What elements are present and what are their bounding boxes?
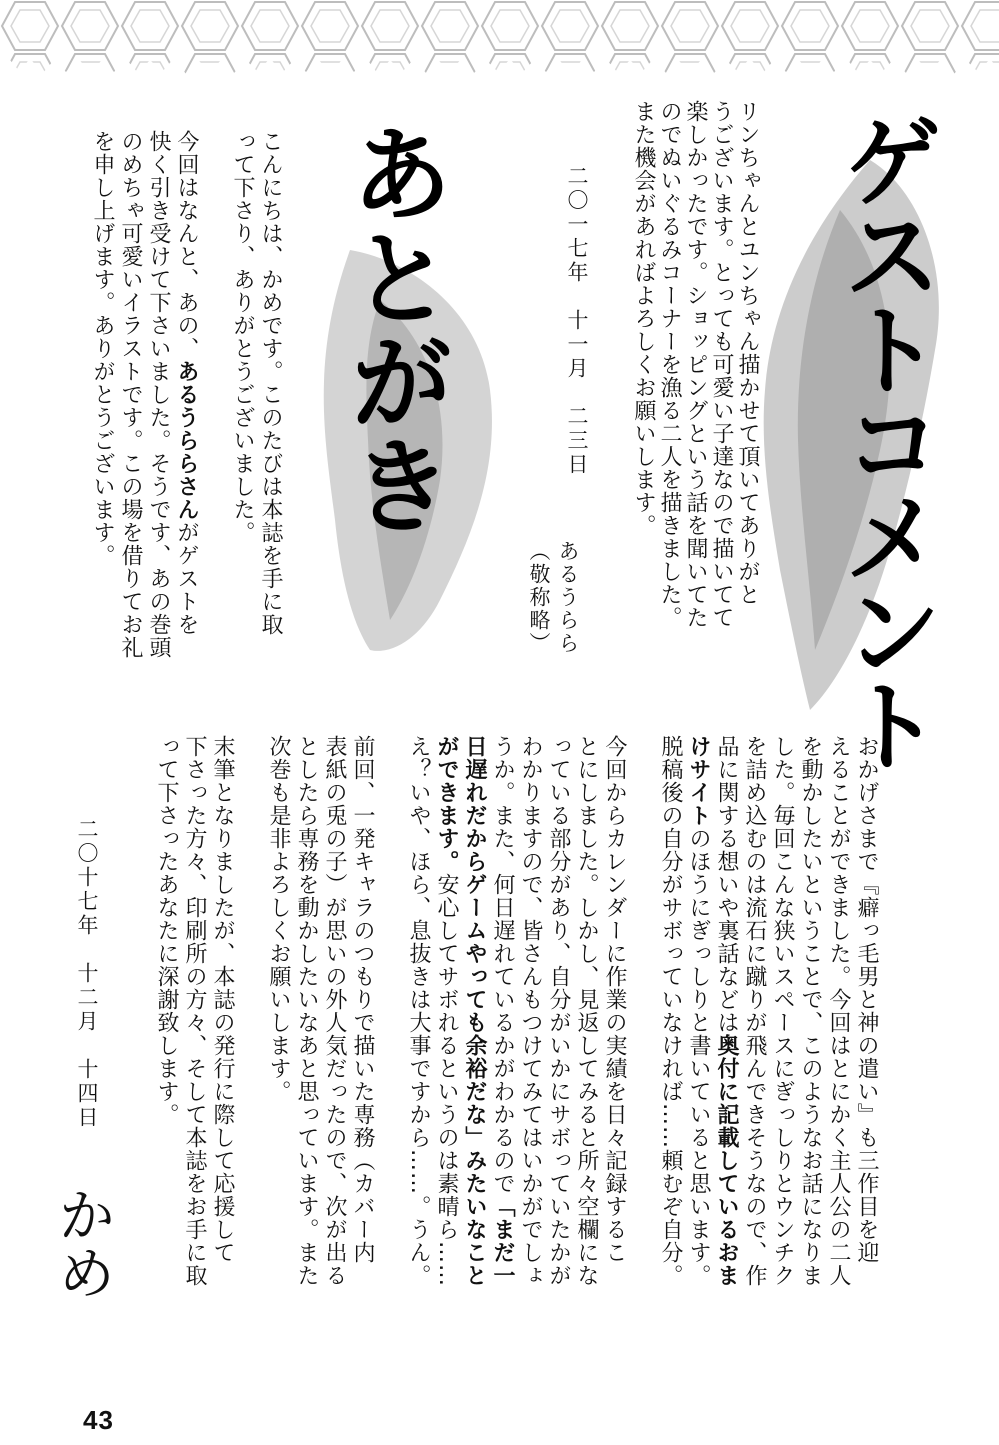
text-segment: を申し上げます。ありがとうございます。 — [90, 130, 115, 567]
text-segment: のほうにぎっしりと書いていると思います。 — [686, 827, 711, 1287]
paragraph-gap — [236, 735, 264, 1287]
text-segment: わかりますので、皆さんもつけてみてはいかがでしょ — [518, 735, 543, 1287]
afterword-title: あとがき — [332, 120, 454, 536]
text-segment: って下さり、ありがとうございました。 — [230, 130, 255, 544]
emphasized-text: ができます。 — [434, 735, 459, 873]
text-line — [144, 130, 172, 659]
text-line — [572, 735, 600, 1287]
text-line — [152, 735, 180, 1287]
guest-line: のでぬいぐるみコーナーを漁る二人を描きました。 — [657, 100, 682, 629]
text-line — [656, 735, 684, 1287]
text-segment: っている部分があり、自分がいかにサボっていたかが — [546, 735, 571, 1287]
guest-honorific: （敬称略） — [527, 540, 551, 655]
text-segment: を動かしたいということで、このようなお話になりま — [798, 735, 823, 1287]
text-segment: のめちゃ可愛いイラストです。この場を借りてお礼 — [118, 130, 143, 659]
text-line — [256, 130, 284, 659]
text-line — [180, 735, 208, 1287]
text-segment: した。毎回こんな狭いスペースにぎっしりとウンチク — [770, 735, 795, 1287]
text-line — [208, 735, 236, 1287]
text-segment: うか。また、何日遅れているかがわかるので — [490, 735, 515, 1195]
text-line — [292, 735, 320, 1287]
text-segment: 脱稿後の自分がサボっていなければ……頼むぞ自分。 — [658, 735, 683, 1287]
text-line — [116, 130, 144, 659]
text-line — [712, 735, 740, 1287]
text-segment: としたら専務を動かしたいなあと思っています。また — [294, 735, 319, 1287]
page-number: 43 — [83, 1405, 114, 1435]
text-segment: 今回からカレンダーに作業の実績を日々記録するこ — [602, 735, 627, 1264]
text-line — [432, 735, 460, 1287]
text-line — [740, 735, 768, 1287]
text-segment: え？いや、ほら、息抜きは大事ですから……。うん。 — [406, 735, 431, 1287]
guest-line: うございます。とっても可愛い子達なので描いてて — [709, 100, 734, 629]
text-segment: えることができました。今回はとにかく主人公の二人 — [826, 735, 851, 1287]
text-line — [320, 735, 348, 1287]
text-segment: 前回、一発キャラのつもりで描いた専務（カバー内 — [350, 735, 375, 1264]
text-line — [516, 735, 544, 1287]
emphasized-text: みたいなこと — [462, 1149, 487, 1287]
text-line — [404, 735, 432, 1287]
afterword-intro — [88, 130, 284, 659]
emphasized-text: 日遅れだからゲームやっても余裕だな」 — [462, 735, 487, 1149]
guest-comment-text — [630, 100, 760, 629]
paragraph-gap — [628, 735, 656, 1287]
guest-author: あるうらら — [556, 540, 580, 655]
text-line — [348, 735, 376, 1287]
paragraph-gap — [376, 735, 404, 1287]
text-segment: こんにちは、かめです。このたびは本誌を手に取 — [258, 130, 283, 636]
text-segment: 安心してサボれるというのは素晴ら…… — [434, 873, 459, 1287]
author-signature: かめ — [48, 1185, 116, 1301]
paragraph-gap — [200, 130, 228, 659]
text-line — [88, 130, 116, 659]
guest-line: リンちゃんとユンちゃん描かせて頂いてありがと — [735, 100, 760, 606]
emphasized-text: けサイト — [686, 735, 711, 827]
text-segment: 下さった方々、印刷所の方々、そして本誌をお手に取 — [182, 735, 207, 1287]
text-line — [488, 735, 516, 1287]
text-line — [852, 735, 880, 1287]
text-segment: 今回はなんと、あの、 — [174, 130, 199, 360]
emphasized-text: 奥付に記載しているおま — [714, 1034, 739, 1287]
guest-comment-title: ゲストコメント — [826, 110, 943, 768]
text-line — [684, 735, 712, 1287]
text-segment: って下さったあなたに深謝致します。 — [154, 735, 179, 1126]
text-line — [264, 735, 292, 1287]
text-line — [460, 735, 488, 1287]
emphasized-text: あるうららさん — [174, 360, 199, 521]
text-segment: 末筆となりましたが、本誌の発行に際して応援して — [210, 735, 235, 1264]
text-segment: 表紙の兎の子）が思いの外人気だったので、次が出る — [322, 735, 347, 1287]
text-line — [228, 130, 256, 659]
guest-date: 二〇一七年 十一月 二三日 — [565, 165, 589, 477]
text-segment: おかげさまで『癖っ毛男と神の遣い』も三作目を迎 — [854, 735, 879, 1264]
text-segment: がゲストを — [174, 521, 199, 636]
afterword-date: 二〇十七年 十二月 十四日 — [75, 818, 99, 1130]
text-segment: 次巻も是非よろしくお願いします。 — [266, 735, 291, 1103]
text-line — [172, 130, 200, 659]
text-line — [544, 735, 572, 1287]
text-segment: とにしました。しかし、見返してみると所々空欄にな — [574, 735, 599, 1287]
emphasized-text: 「まだ一 — [490, 1195, 515, 1287]
text-segment: を詰め込むのは流石に蹴りが飛んできそうなので、作 — [742, 735, 767, 1287]
guest-signature — [524, 540, 582, 655]
guest-line: また機会があればよろしくお願いします。 — [631, 100, 656, 537]
afterword-body — [152, 735, 880, 1287]
guest-line: 楽しかったです。ショッピングという話を聞いてた — [683, 100, 708, 629]
text-line — [824, 735, 852, 1287]
text-segment: 品に関する想いや裏話などは — [714, 735, 739, 1034]
text-line — [796, 735, 824, 1287]
text-segment: 快く引き受けて下さいました。そうです、あの巻頭 — [146, 130, 171, 659]
text-line — [768, 735, 796, 1287]
text-line — [600, 735, 628, 1287]
